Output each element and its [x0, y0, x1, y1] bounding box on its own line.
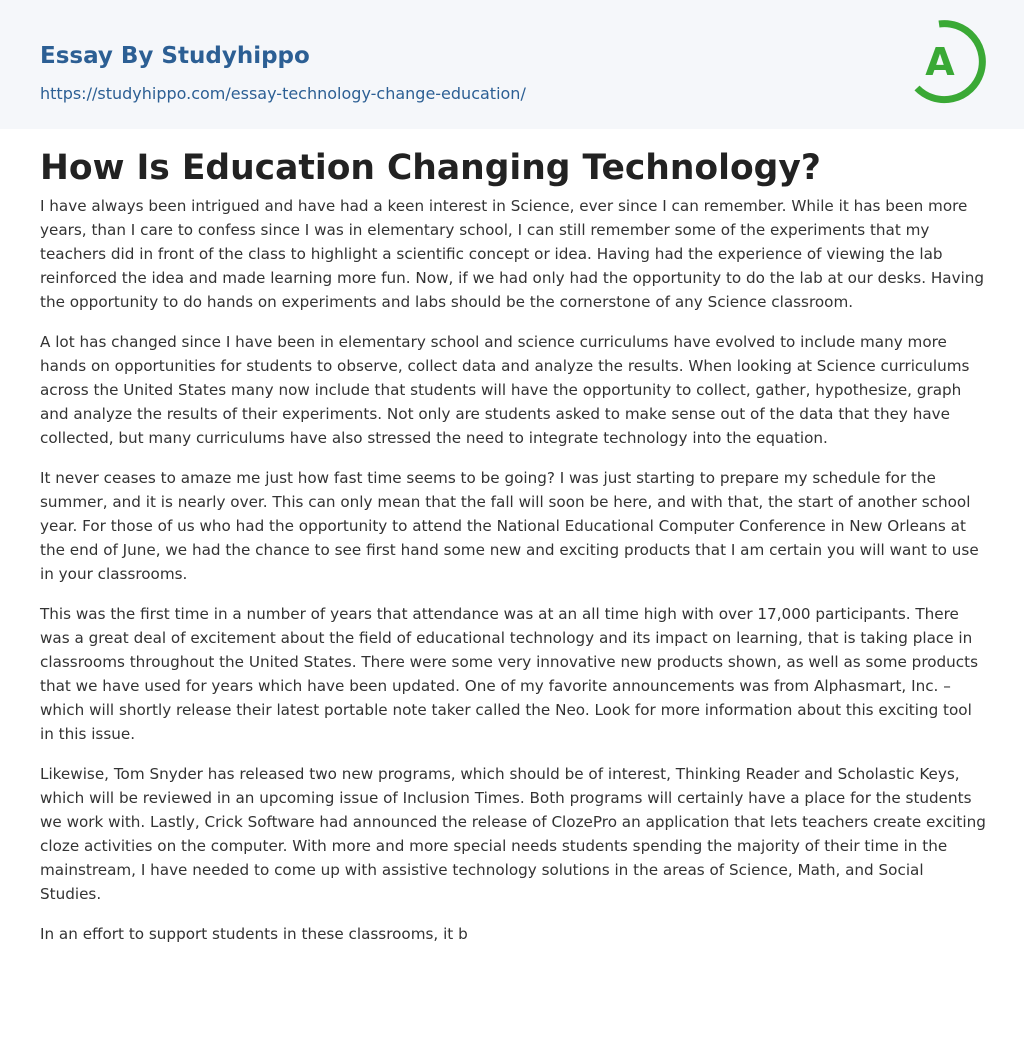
page-title: How Is Education Changing Technology?: [40, 148, 821, 188]
paragraph-6: In an effort to support students in these classrooms, it b: [40, 925, 468, 943]
studyhippo-logo-icon[interactable]: [912, 19, 986, 105]
paragraph-4: This was the first time in a number of years that attendance was at an all time high with over 17,000 participants. There was a great deal of excitement about the field of educational technology and its impact on learning, that is taking place in classrooms throughout the United States. There were some very innovative new products shown, as well as some products that we have used for years which have been updated. One of my favorite announcements was from Alphasmart, Inc. – which will shortly release their latest portable note taker called the Neo. Look for more information about this exciting tool in this issue.: [40, 605, 979, 743]
essay-body: [40, 194, 988, 962]
paragraph-3: It never ceases to amaze me just how fast time seems to be going? I was just starting to prepare my schedule for the summer, and it is nearly over. This can only mean that the fall will soon be here, and with that, the start of another school year. For those of us who had the opportunity to attend the National Educational Computer Conference in New Orleans at the end of June, we had the chance to see first hand some new and exciting products that I am certain you will want to use in your classrooms.: [40, 469, 979, 583]
paragraph-1: I have always been intrigued and have had a keen interest in Science, ever since I can remember. While it has been more years, than I care to confess since I was in elementary school, I can still remember some of the experiments that my teachers did in front of the class to highlight a scientific concept or idea. Having had the experience of viewing the lab reinforced the idea and made learning more fun. Now, if we had only had the opportunity to do the lab at our desks. Having the opportunity to do hands on experiments and labs should be the cornerstone of any Science classroom.: [40, 197, 985, 311]
logo-letter: A: [925, 40, 955, 84]
brand-title[interactable]: Essay By Studyhippo: [40, 43, 310, 69]
paragraph-5: Likewise, Tom Snyder has released two new programs, which should be of interest, Thinking Reader and Scholastic Keys, which will be reviewed in an upcoming issue of Inclusion Times. Both programs will certainly have a place for the students we work with. Lastly, Crick Software had announced the release of ClozePro an application that lets teachers create exciting cloze activities on the computer. With more and more special needs students spending the majority of their time in the mainstream, I have needed to come up with assistive technology solutions in the areas of Science, Math, and Social Studies.: [40, 765, 986, 903]
source-url-link[interactable]: https://studyhippo.com/essay-technology-change-education/: [40, 84, 526, 103]
paragraph-2: A lot has changed since I have been in elementary school and science curriculums have evolved to include many more hands on opportunities for students to observe, collect data and analyze the results. When looking at Science curriculums across the United States many now include that students will have the opportunity to collect, gather, hypothesize, graph and analyze the results of their experiments. Not only are students asked to make sense out of the data that they have collected, but many curriculums have also stressed the need to integrate technology into the equation.: [40, 333, 970, 447]
